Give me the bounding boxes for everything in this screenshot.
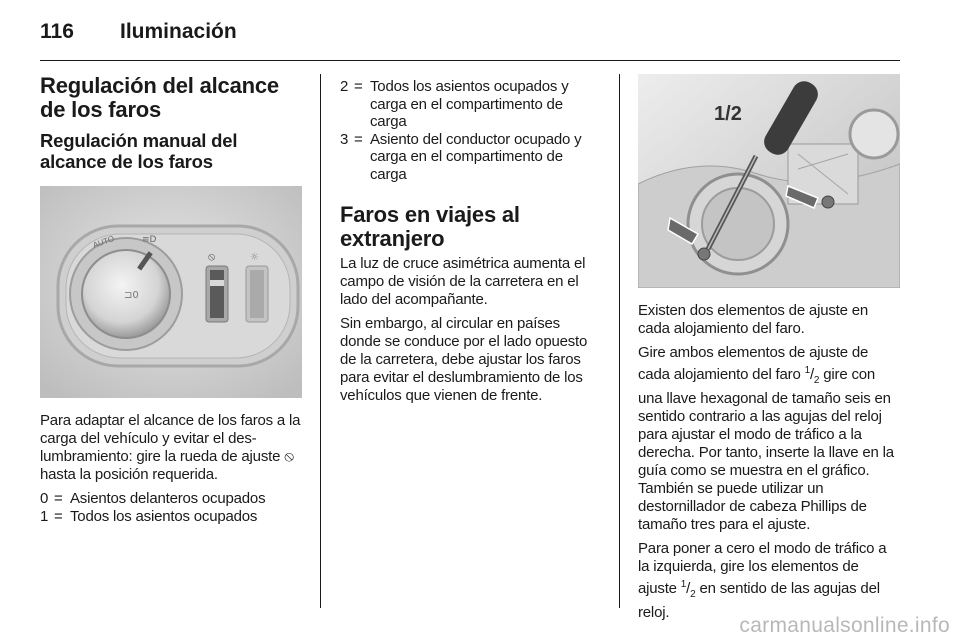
page-number: 116 [40, 20, 74, 43]
list-item-text: Todos los asientos ocupados y carga en el compartimento de carga [370, 78, 569, 130]
list-item [340, 78, 602, 131]
svg-text:≡D: ≡D [142, 235, 157, 245]
range-adjust-text-a: Para adaptar el alcance de los faros a la carga del vehículo y evitar el deslumbramiento: gire la rueda de ajuste [40, 412, 301, 465]
left-traffic-text-b: en sentido de las agujas del reloj. [638, 580, 880, 621]
list-item-eq: = [54, 490, 63, 507]
figure-label-den: 2 [730, 103, 742, 125]
headlamp-adjuster-screwdriver-photo [638, 74, 900, 288]
load-position-list-continued [340, 78, 602, 183]
list-item [340, 131, 602, 184]
list-item-eq: = [354, 78, 363, 95]
section-title-headlight-range: Regulación del alcance de los faros [40, 73, 279, 122]
column-3 [638, 74, 900, 628]
column-1 [40, 74, 302, 525]
list-item-text: Todos los asientos ocupados [70, 507, 258, 525]
svg-text:1/2: 1/2 [714, 103, 742, 125]
list-item-num: 0 [40, 490, 49, 507]
range-adjust-text-b: hasta la posición requerida. [40, 466, 218, 483]
load-position-list [40, 490, 302, 525]
fraction-numerator: 1 [680, 579, 687, 590]
fraction-denominator: 2 [690, 589, 696, 600]
right-traffic-text-a: Gire ambos elementos de ajuste de cada alojamiento del faro [638, 344, 869, 383]
subsection-title-manual-range: Regulación manual del alcance de los faros [40, 130, 238, 172]
column-divider-2 [619, 74, 620, 608]
figure-label-num: 1 [714, 103, 726, 125]
page-header [40, 20, 900, 60]
headlight-switch-panel-photo [40, 186, 302, 398]
column-divider-1 [320, 74, 321, 608]
chapter-title: Iluminación [120, 20, 237, 43]
svg-text:☼: ☼ [250, 252, 259, 263]
list-item-text: Asientos delanteros ocupados [70, 490, 266, 507]
list-item-num: 2 [340, 78, 349, 95]
left-traffic-reset-paragraph: Para poner a cero el modo de tráfico a la izquierda, gire los elementos de ajuste $^1/_2$ en sentido de las agujas del reloj. [638, 540, 887, 621]
section-title-headlights-abroad: Faros en viajes al extranjero [340, 202, 520, 251]
fraction-denominator: 2 [813, 375, 820, 386]
asymmetric-beam-paragraph: La luz de cruce asimétrica aumenta el campo de visión de la carretera en el lado del acompañante. [340, 255, 586, 308]
list-item-text: Asiento del conductor ocupado y carga en el compartimento de carga [370, 130, 582, 183]
column-2 [340, 74, 602, 411]
header-divider [40, 60, 900, 61]
left-traffic-text-a: Para poner a cero el modo de tráfico a la izquierda, gire los elementos de ajuste [638, 540, 887, 597]
svg-text:⊐0: ⊐0 [124, 290, 139, 301]
right-traffic-text-b: gire con una llave hexagonal de tamaño seis en sentido contrario a las agujas del reloj para ajustar el modo de tráfico a la derecha. Por tanto, inserte la llave en la guía como se muestra en el gráfico. También se puede utilizar un destornillador de cabeza Phillips de tamaño tres para el ajuste. [638, 366, 894, 533]
driving-abroad-paragraph: Sin embargo, al circular en países donde se conduce por el lado opuesto de la carretera, debe ajustar los faros para evitar el deslumbramiento de los vehículos que vienen de frente. [340, 315, 588, 404]
list-item-eq: = [54, 507, 63, 525]
list-item [40, 508, 302, 526]
watermark: carmanualsonline.info [739, 614, 950, 637]
list-item-num: 3 [340, 130, 349, 148]
range-adjust-paragraph [40, 412, 302, 484]
right-traffic-adjust-paragraph: Gire ambos elementos de ajuste de cada alojamiento del faro $^1/_2$ gire con una llave hexagonal de tamaño seis en sentido contrario a las agujas del reloj para ajustar el modo de tráfico a la derecha. Por tanto, inserte la llave en la guía como se muestra en el gráfico. También se puede utilizar un destornillador de cabeza Phillips de tamaño tres para el ajuste. [638, 344, 894, 533]
range-wheel-icon: ⦸ [284, 448, 294, 465]
list-item [40, 490, 302, 508]
list-item-eq: = [354, 130, 363, 148]
svg-text:⦸: ⦸ [208, 250, 216, 263]
auto-label: AUTO [91, 233, 116, 250]
adjusters-count-paragraph: Existen dos elementos de ajuste en cada alojamiento del faro. [638, 302, 869, 337]
fraction-numerator: 1 [804, 365, 810, 376]
list-item-num: 1 [40, 507, 49, 525]
